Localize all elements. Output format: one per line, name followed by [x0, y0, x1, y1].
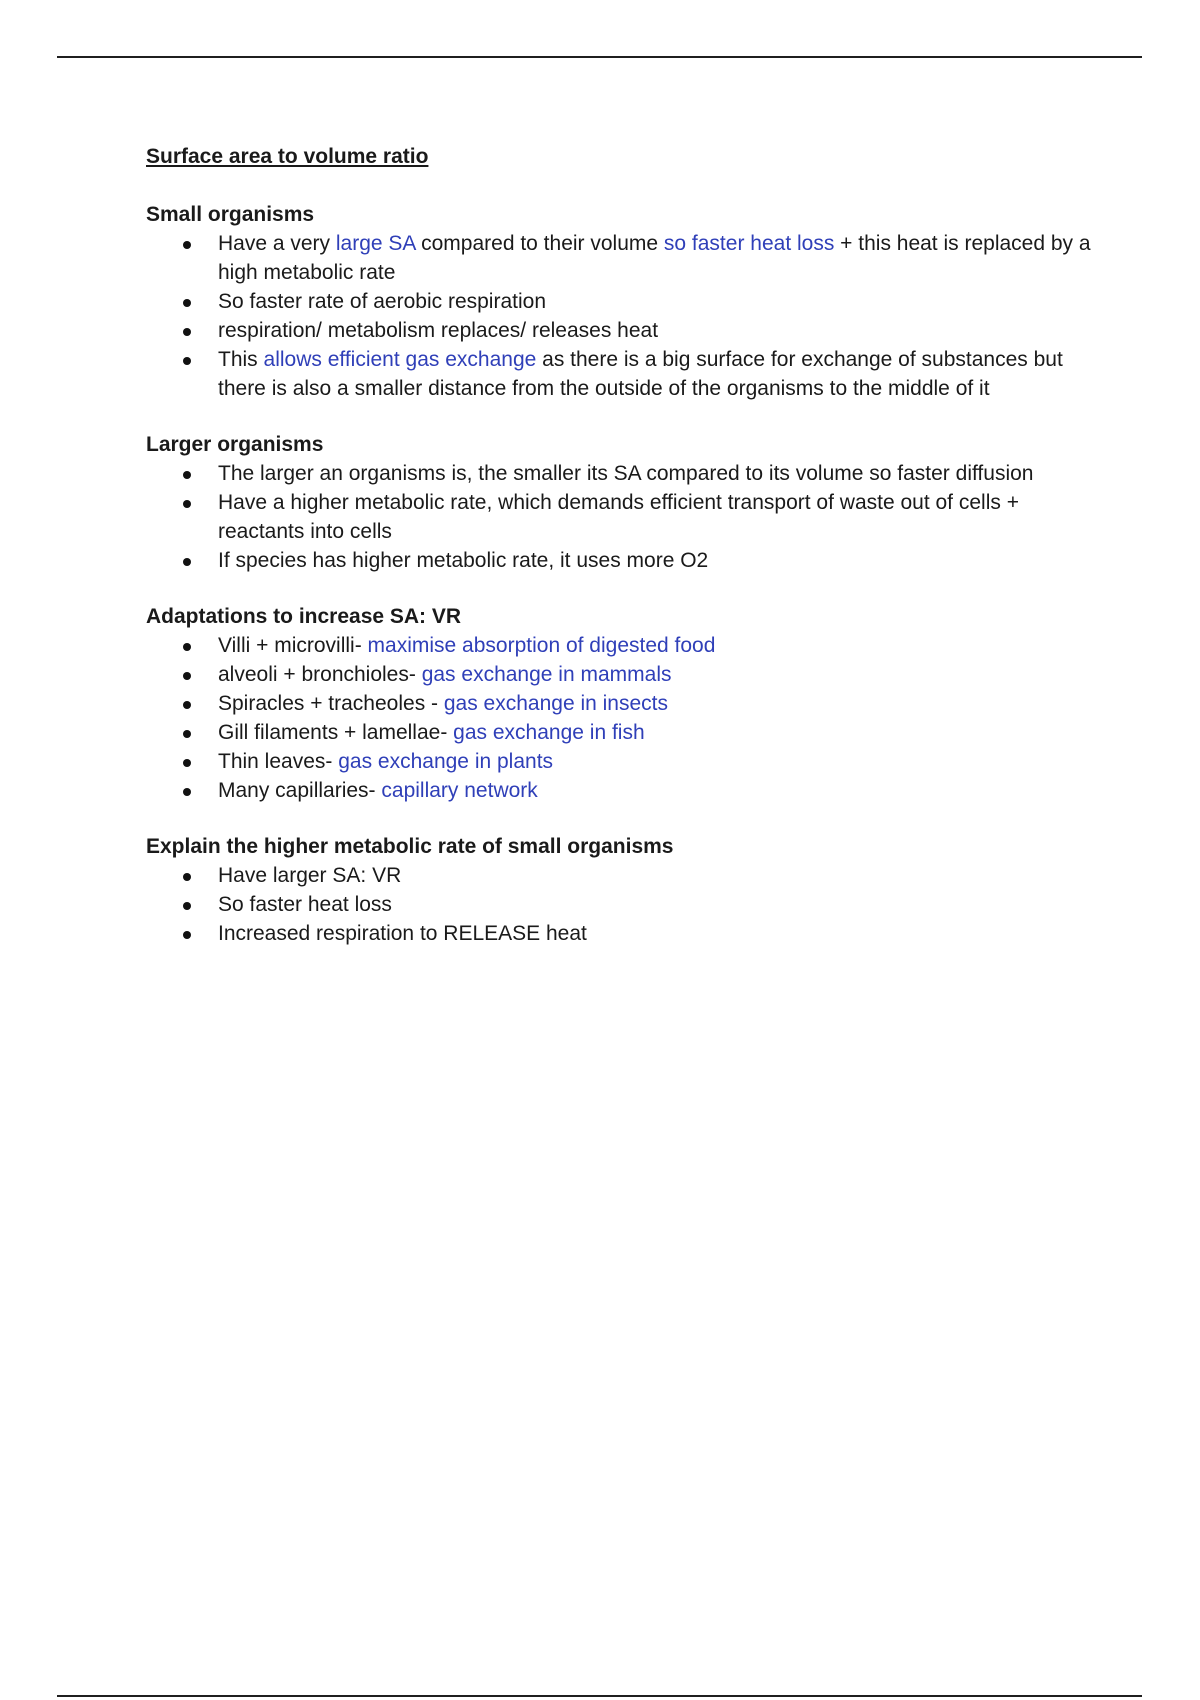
- document-body: [146, 143, 1106, 976]
- highlighted-text: large SA: [335, 232, 416, 255]
- sections-container: [146, 201, 1106, 948]
- list-item: [146, 919, 1106, 948]
- highlighted-text: gas exchange in insects: [443, 692, 668, 715]
- bullet-icon: [183, 357, 191, 365]
- section-explain-the-higher-metabolic-rate-of-small-organisms: [146, 833, 1106, 948]
- item-text: If species has higher metabolic rate, it uses more O2: [218, 549, 709, 572]
- item-text: Villi + microvilli-: [218, 634, 368, 657]
- page-bottom-rule: [57, 1695, 1142, 1697]
- bullet-list: [146, 459, 1106, 575]
- highlighted-text: allows efficient gas exchange: [263, 348, 537, 371]
- item-text: Have a higher metabolic rate, which demands efficient transport of waste out of cells + reactants into cells: [218, 491, 1019, 543]
- list-item: [146, 459, 1106, 488]
- highlighted-text: gas exchange in plants: [338, 750, 554, 773]
- page-title: Surface area to volume ratio: [146, 145, 429, 168]
- bullet-icon: [183, 701, 191, 709]
- highlighted-text: gas exchange in mammals: [421, 663, 672, 686]
- list-item: [146, 631, 1106, 660]
- list-item: [146, 747, 1106, 776]
- list-item: [146, 488, 1106, 546]
- item-text: Have a very: [218, 232, 336, 255]
- bullet-icon: [183, 672, 191, 680]
- bullet-list: [146, 229, 1106, 403]
- highlighted-text: capillary network: [381, 779, 538, 802]
- bullet-icon: [183, 299, 191, 307]
- highlighted-text: so faster heat loss: [663, 232, 835, 255]
- item-text: alveoli + bronchioles-: [218, 663, 422, 686]
- list-item: [146, 776, 1106, 805]
- list-item: [146, 861, 1106, 890]
- bullet-icon: [183, 902, 191, 910]
- list-item: [146, 660, 1106, 689]
- bullet-icon: [183, 730, 191, 738]
- bullet-icon: [183, 643, 191, 651]
- page-top-rule: [57, 56, 1142, 58]
- section-heading: Larger organisms: [146, 433, 324, 456]
- list-item: [146, 890, 1106, 919]
- list-item: [146, 546, 1106, 575]
- item-text: Increased respiration to RELEASE heat: [218, 922, 587, 945]
- list-item: [146, 316, 1106, 345]
- list-item: [146, 287, 1106, 316]
- item-text: + this heat is replaced by a high metabolic rate: [218, 232, 1091, 284]
- section-larger-organisms: [146, 431, 1106, 575]
- item-text: The larger an organisms is, the smaller its SA compared to its volume so faster diffusion: [218, 462, 1034, 485]
- bullet-icon: [183, 788, 191, 796]
- bullet-list: [146, 631, 1106, 805]
- list-item: [146, 345, 1106, 403]
- section-heading: Explain the higher metabolic rate of small organisms: [146, 835, 674, 858]
- item-text: Spiracles + tracheoles -: [218, 692, 444, 715]
- list-item: [146, 689, 1106, 718]
- bullet-icon: [183, 873, 191, 881]
- item-text: So faster heat loss: [218, 893, 392, 916]
- item-text: This: [218, 348, 264, 371]
- section-small-organisms: [146, 201, 1106, 403]
- bullet-list: [146, 861, 1106, 948]
- item-text: Thin leaves-: [218, 750, 339, 773]
- section-heading: Adaptations to increase SA: VR: [146, 605, 462, 628]
- bullet-icon: [183, 471, 191, 479]
- highlighted-text: gas exchange in fish: [453, 721, 645, 744]
- item-text: Many capillaries-: [218, 779, 382, 802]
- item-text: as there is a big surface for exchange of substances but there is also a smaller distance from the outside of the organisms to the middle of it: [218, 348, 1063, 400]
- item-text: compared to their volume: [415, 232, 664, 255]
- bullet-icon: [183, 558, 191, 566]
- bullet-icon: [183, 759, 191, 767]
- highlighted-text: maximise absorption of digested food: [367, 634, 716, 657]
- item-text: respiration/ metabolism replaces/ releases heat: [218, 319, 659, 342]
- bullet-icon: [183, 328, 191, 336]
- bullet-icon: [183, 241, 191, 249]
- item-text: So faster rate of aerobic respiration: [218, 290, 547, 313]
- bullet-icon: [183, 500, 191, 508]
- list-item: [146, 229, 1106, 287]
- section-adaptations-to-increase-sa-vr: [146, 603, 1106, 805]
- item-text: Gill filaments + lamellae-: [218, 721, 454, 744]
- item-text: Have larger SA: VR: [218, 864, 402, 887]
- section-heading: Small organisms: [146, 203, 315, 226]
- list-item: [146, 718, 1106, 747]
- bullet-icon: [183, 931, 191, 939]
